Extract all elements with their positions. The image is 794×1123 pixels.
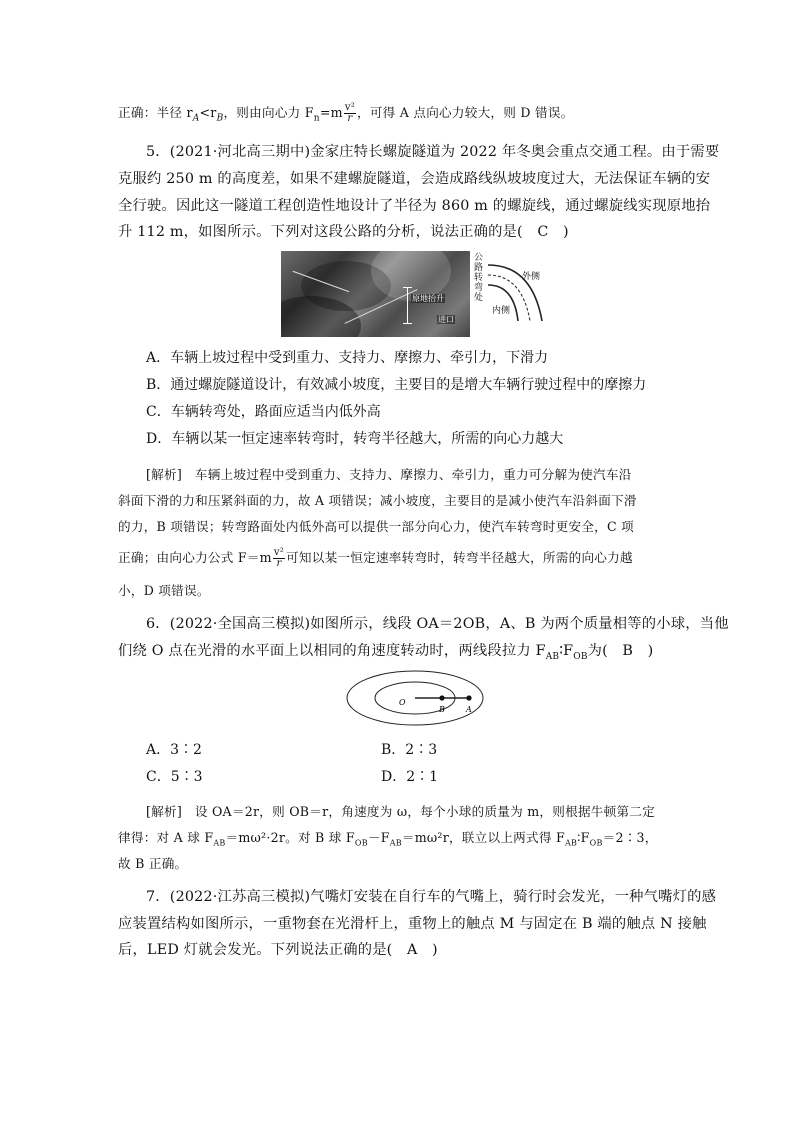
point-b-label: B <box>439 705 445 714</box>
question-5-line-3: 全行驶。因此这一隧道工程创造性地设计了半径为 860 m 的螺旋线，通过螺旋线实现原地抬 <box>118 198 711 214</box>
question-6-option-a: A．3∶2 <box>146 742 202 758</box>
answer-line-prev: 正确：半径 $r_A<r_B$，则由向心力 $F_n=m$ $\frac{\text{v²}}{r}$ ，可得 A 点向心力较大，则 D 错误。 <box>118 102 574 124</box>
curve-arcs <box>470 251 550 337</box>
lift-label: 原地抬升 <box>412 294 444 303</box>
question-5-option-b: B．通过螺旋隧道设计，有效减小坡度，主要目的是增大车辆行驶过程中的摩擦力 <box>146 377 647 393</box>
ball-a <box>466 695 471 700</box>
entry-label: 进口 <box>438 315 454 324</box>
question-7-line-3: 后，LED 灯就会发光。下列说法正确的是( A ) <box>118 942 438 958</box>
explanation-5-line-1: [解析] 车辆上坡过程中受到重力、支持力、摩擦力、牵引力，重力可分解为使汽车沿 <box>146 467 632 482</box>
road-turn-label: 公路转弯处 <box>474 253 484 303</box>
question-6-option-c: C．5∶3 <box>146 769 203 785</box>
question-5-option-a: A．车辆上坡过程中受到重力、支持力、摩擦力、牵引力，下滑力 <box>146 350 549 366</box>
question-6-line-1: 6．(2022·全国高三模拟)如图所示，线段 OA＝2OB，A、B 为两个质量相等的小球，当他 <box>146 616 729 632</box>
fraction-v2-r: $\frac{\text{v²}}{r}$ <box>273 547 285 569</box>
explanation-5-line-3: 的力，B 项错误；转弯路面处内低外高可以提供一部分向心力，使汽车转弯时更安全，C 项 <box>118 519 634 534</box>
question-5-option-d: D．车辆以某一恒定速率转弯时，转弯半径越大，所需的向心力越大 <box>146 431 564 447</box>
rotating-balls-diagram <box>345 669 485 727</box>
fraction-v2-r: $\frac{\text{v²}}{r}$ <box>344 102 355 124</box>
point-a-label: A <box>466 705 472 714</box>
question-5-line-2: 克服约 250 m 的高度差，如果不建螺旋隧道，会造成路线纵坡坡度过大，无法保证车辆的安 <box>118 171 711 187</box>
explanation-5-line-2: 斜面下滑的力和压紧斜面的力，故 A 项错误；减小坡度，主要目的是减小使汽车沿斜面下滑 <box>118 493 637 508</box>
question-6-option-d: D．2∶1 <box>381 769 439 785</box>
explanation-5-line-4: 正确；由向心力公式 F＝m $\frac{\text{v²}}{r}$ 可知以某一恒定速率转弯时，转弯半径越大，所需的向心力越 <box>118 547 633 569</box>
question-6-option-b: B．2∶3 <box>381 742 438 758</box>
question-5-option-c: C．车辆转弯处，路面应适当内低外高 <box>146 404 381 420</box>
explanation-6-line-2: 律得：对 A 球 $F_{AB}=m\omega^2\cdot 2r$。对 B 球 $F_{OB}-F_{AB}=m\omega^2r$，联立以上两式得 $F_{AB}∶F_{OB}=2∶3$， <box>118 830 658 848</box>
question-5-line-1: 5．(2021·河北高三期中)金家庄特长螺旋隧道为 2022 年冬奥会重点交通工程。由于需要 <box>146 144 720 160</box>
road-curve-diagram <box>470 251 550 337</box>
tunnel-aerial-photo <box>281 251 470 337</box>
question-5-line-4: 升 112 m，如图所示。下列对这段公路的分析，说法正确的是( C ) <box>118 224 569 240</box>
explanation-5-line-5: 小，D 项错误。 <box>118 583 210 598</box>
outer-side-label: 外侧 <box>522 272 541 282</box>
inner-side-label: 内侧 <box>492 306 511 316</box>
ball-b <box>439 695 444 700</box>
question-7-line-1: 7．(2022·江苏高三模拟)气嘴灯安装在自行车的气嘴上，骑行时会发光，一种气嘴灯的感 <box>146 889 717 905</box>
question-7-line-2: 应装置结构如图所示，一重物套在光滑杆上，重物上的触点 M 与固定在 B 端的触点 N 接触 <box>118 916 707 932</box>
explanation-6-line-3: 故 B 正确。 <box>118 856 188 871</box>
explanation-6-line-1: [解析] 设 OA＝2r，则 OB＝r，角速度为 ω，每个小球的质量为 m，则根据牛顿第二定 <box>146 804 656 819</box>
question-6-line-2: 们绕 O 点在光滑的水平面上以相同的角速度转动时，两线段拉力 $F_{AB}∶F_{OB}$为( B ) <box>118 643 654 662</box>
point-o-label: O <box>399 698 406 707</box>
